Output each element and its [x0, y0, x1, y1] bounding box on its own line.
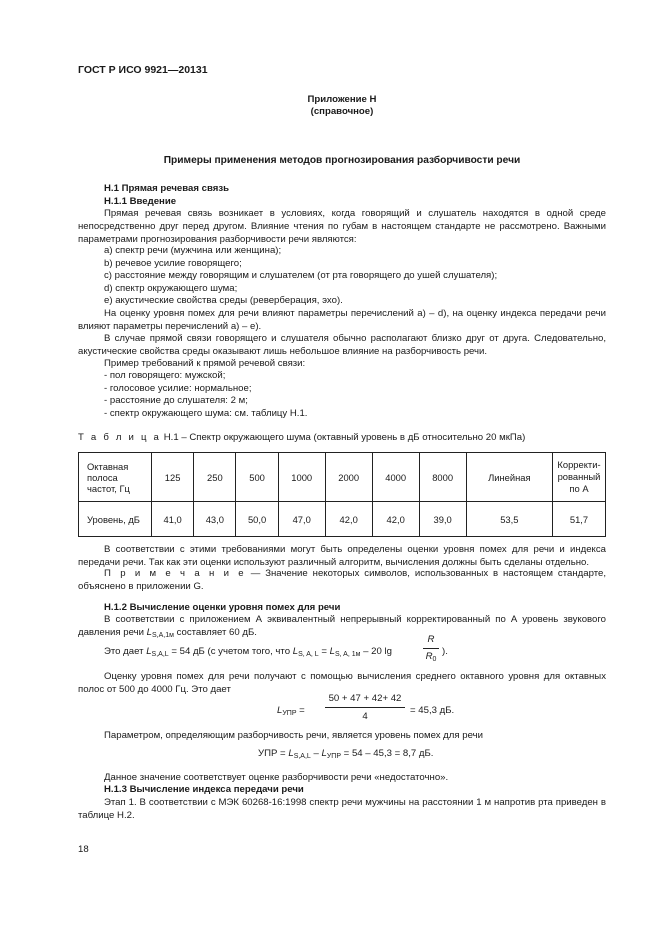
section-heading-h11: Н.1.1 Введение [104, 196, 177, 207]
list-item: а) спектр речи (мужчина или женщина); [104, 245, 282, 256]
subscript: S, A, 1м [335, 651, 361, 658]
table-row [79, 453, 606, 502]
table-cell: 43,0 [194, 502, 236, 537]
fraction-bar [423, 648, 439, 649]
text-fragment: = [299, 705, 305, 716]
text-fragment: составляет 60 дБ. [176, 626, 257, 638]
subscript: УПР [326, 753, 341, 760]
note-label: П р и м е ч а н и е [104, 568, 246, 579]
equation-2 [258, 748, 433, 760]
symbol: L [329, 646, 335, 657]
h12-paragraph-1 [78, 614, 606, 643]
fraction-numerator: R [427, 634, 435, 645]
fraction-denominator [421, 651, 441, 663]
list-item: - расстояние до слушателя: 2 м; [104, 395, 248, 406]
h13-paragraph-1: Этап 1. В соответствии с МЭК 60268-16:1998 спектр речи мужчины на расстоянии 1 м напротив рта приведен в таблице Н.2. [78, 797, 606, 821]
page-number: 18 [78, 844, 89, 855]
example-intro: Пример требований к прямой речевой связи: [104, 358, 306, 369]
subscript: S, A, L [298, 651, 319, 658]
table-header-cell: 250 [194, 453, 236, 502]
table-row-label: Октавная полоса частот, Гц [79, 453, 152, 502]
table-caption-text: Н.1 – Спектр окружающего шума (октавный уровень в дБ относительно 20 мкПа) [163, 432, 526, 443]
symbol: L [277, 705, 283, 716]
appendix-title: Приложение Н [307, 94, 377, 105]
equation-denominator: 4 [362, 711, 368, 722]
section-heading-h13: Н.1.3 Вычисление индекса передачи речи [104, 784, 304, 795]
table-cell: 39,0 [419, 502, 466, 537]
table-cell: 53,5 [466, 502, 552, 537]
subscript: 0 [432, 656, 437, 663]
closing-paren: ). [442, 646, 448, 657]
table-row-label: Уровень, дБ [79, 502, 152, 537]
symbol: L [146, 646, 152, 657]
table-header-cell: 1000 [278, 453, 325, 502]
note-text: — Значение некоторых символов, использованных в настоящем стандарте, объяснено в приложении G. [78, 568, 606, 592]
equation-numerator: 50 + 47 + 42+ 42 [328, 693, 402, 704]
text-fragment: – [313, 748, 319, 759]
symbol: R [425, 651, 433, 662]
subscript: УПР [282, 710, 297, 717]
symbol: L [146, 626, 152, 638]
subscript: S,A,L [293, 753, 311, 760]
subscript: S,A,L [151, 651, 169, 658]
h12-paragraph-2 [104, 646, 392, 658]
table-header-cell: 125 [152, 453, 194, 502]
h12-paragraph-3: Оценку уровня помех для речи получают с помощью вычисления среднего октавного уровня для октавных полос от 500 до 4000 Гц. Это дает [78, 671, 606, 695]
text-fragment: УПР = [258, 748, 286, 759]
table-cell: 50,0 [236, 502, 278, 537]
main-heading: Примеры применения методов прогнозирования разборчивости речи [163, 155, 521, 166]
after-table-paragraph: В соответствии с этими требованиями могут быть определены оценки уровня помех для речи и индекса передачи речи. Так как эти оценки используют различный алгоритм, вычисления должны быть сделаны отдельно. [78, 544, 606, 568]
text-fragment: В соответствии с приложением А эквивалентный непрерывный корректированный по А уровень звукового давления речи [78, 614, 606, 638]
text-fragment: Это дает [104, 646, 144, 657]
list-item: - голосовое усилие: нормальное; [104, 383, 252, 394]
table-header-cell: 2000 [325, 453, 372, 502]
table-header-cell: Линейная [466, 453, 552, 502]
text-fragment: = 54 – 45,3 = 8,7 дБ. [343, 748, 434, 759]
table-row [79, 502, 606, 537]
list-item: b) речевое усилие говорящего; [104, 258, 242, 269]
list-item: е) акустические свойства среды (реверберация, эхо). [104, 295, 343, 306]
direct-link-paragraph: В случае прямой связи говорящего и слушателя обычно располагают близко друг от друга. Следовательно, акустические свойства среды оказывают лишь небольшое влияние на разборчивость речи. [78, 333, 606, 357]
h12-paragraph-5: Данное значение соответствует оценке разборчивости речи «недостаточно». [104, 772, 449, 783]
parameters-paragraph: На оценку уровня помех для речи влияют параметры перечислений а) – d), на оценку индекса передачи речи влияют параметры перечислений а) – е). [78, 308, 606, 332]
list-item: - пол говорящего: мужской; [104, 370, 226, 381]
section-heading-h1: Н.1 Прямая речевая связь [104, 183, 229, 194]
table-header-cell: Корректи-рованный по А [553, 453, 606, 502]
list-item: d) спектр окружающего шума; [104, 283, 238, 294]
table-cell: 47,0 [278, 502, 325, 537]
table-cell: 42,0 [372, 502, 419, 537]
table-header-cell: 8000 [419, 453, 466, 502]
appendix-subtitle: (справочное) [310, 106, 374, 117]
text-fragment: = [321, 646, 327, 657]
fraction-bar [325, 707, 405, 708]
table-caption-label: Т а б л и ц а [78, 432, 162, 443]
note [78, 568, 606, 594]
text-fragment: – 20 lg [363, 646, 392, 657]
equation-result: = 45,3 дБ. [410, 705, 455, 716]
symbol: L [288, 748, 294, 759]
subscript: S,A,1м [152, 631, 174, 639]
document-id: ГОСТ Р ИСО 9921—20131 [78, 64, 208, 76]
equation-lhs [277, 705, 305, 717]
table-caption [78, 432, 525, 443]
table-header-cell: 4000 [372, 453, 419, 502]
intro-paragraph: Прямая речевая связь возникает в условиях, когда говорящий и слушатель находятся в одной среде непосредственно друг перед другом. Влияние чтения по губам в настоящем стандарте не рассмотрено. Важными параметрами прогнозирования разборчивости речи являются: [78, 208, 606, 245]
symbol: L [292, 646, 299, 657]
symbol: L [321, 748, 327, 759]
noise-spectrum-table [78, 452, 606, 537]
section-heading-h12: Н.1.2 Вычисление оценки уровня помех для речи [104, 602, 341, 613]
table-cell: 51,7 [553, 502, 606, 537]
h12-paragraph-4: Параметром, определяющим разборчивость речи, является уровень помех для речи [104, 730, 483, 741]
list-item: с) расстояние между говорящим и слушателем (от рта говорящего до ушей слушателя); [104, 270, 498, 281]
table-cell: 41,0 [152, 502, 194, 537]
text-fragment: = 54 дБ (с учетом того, что [171, 646, 291, 657]
list-item: - спектр окружающего шума: см. таблицу Н.1. [104, 408, 308, 419]
table-header-cell: 500 [236, 453, 278, 502]
table-cell: 42,0 [325, 502, 372, 537]
